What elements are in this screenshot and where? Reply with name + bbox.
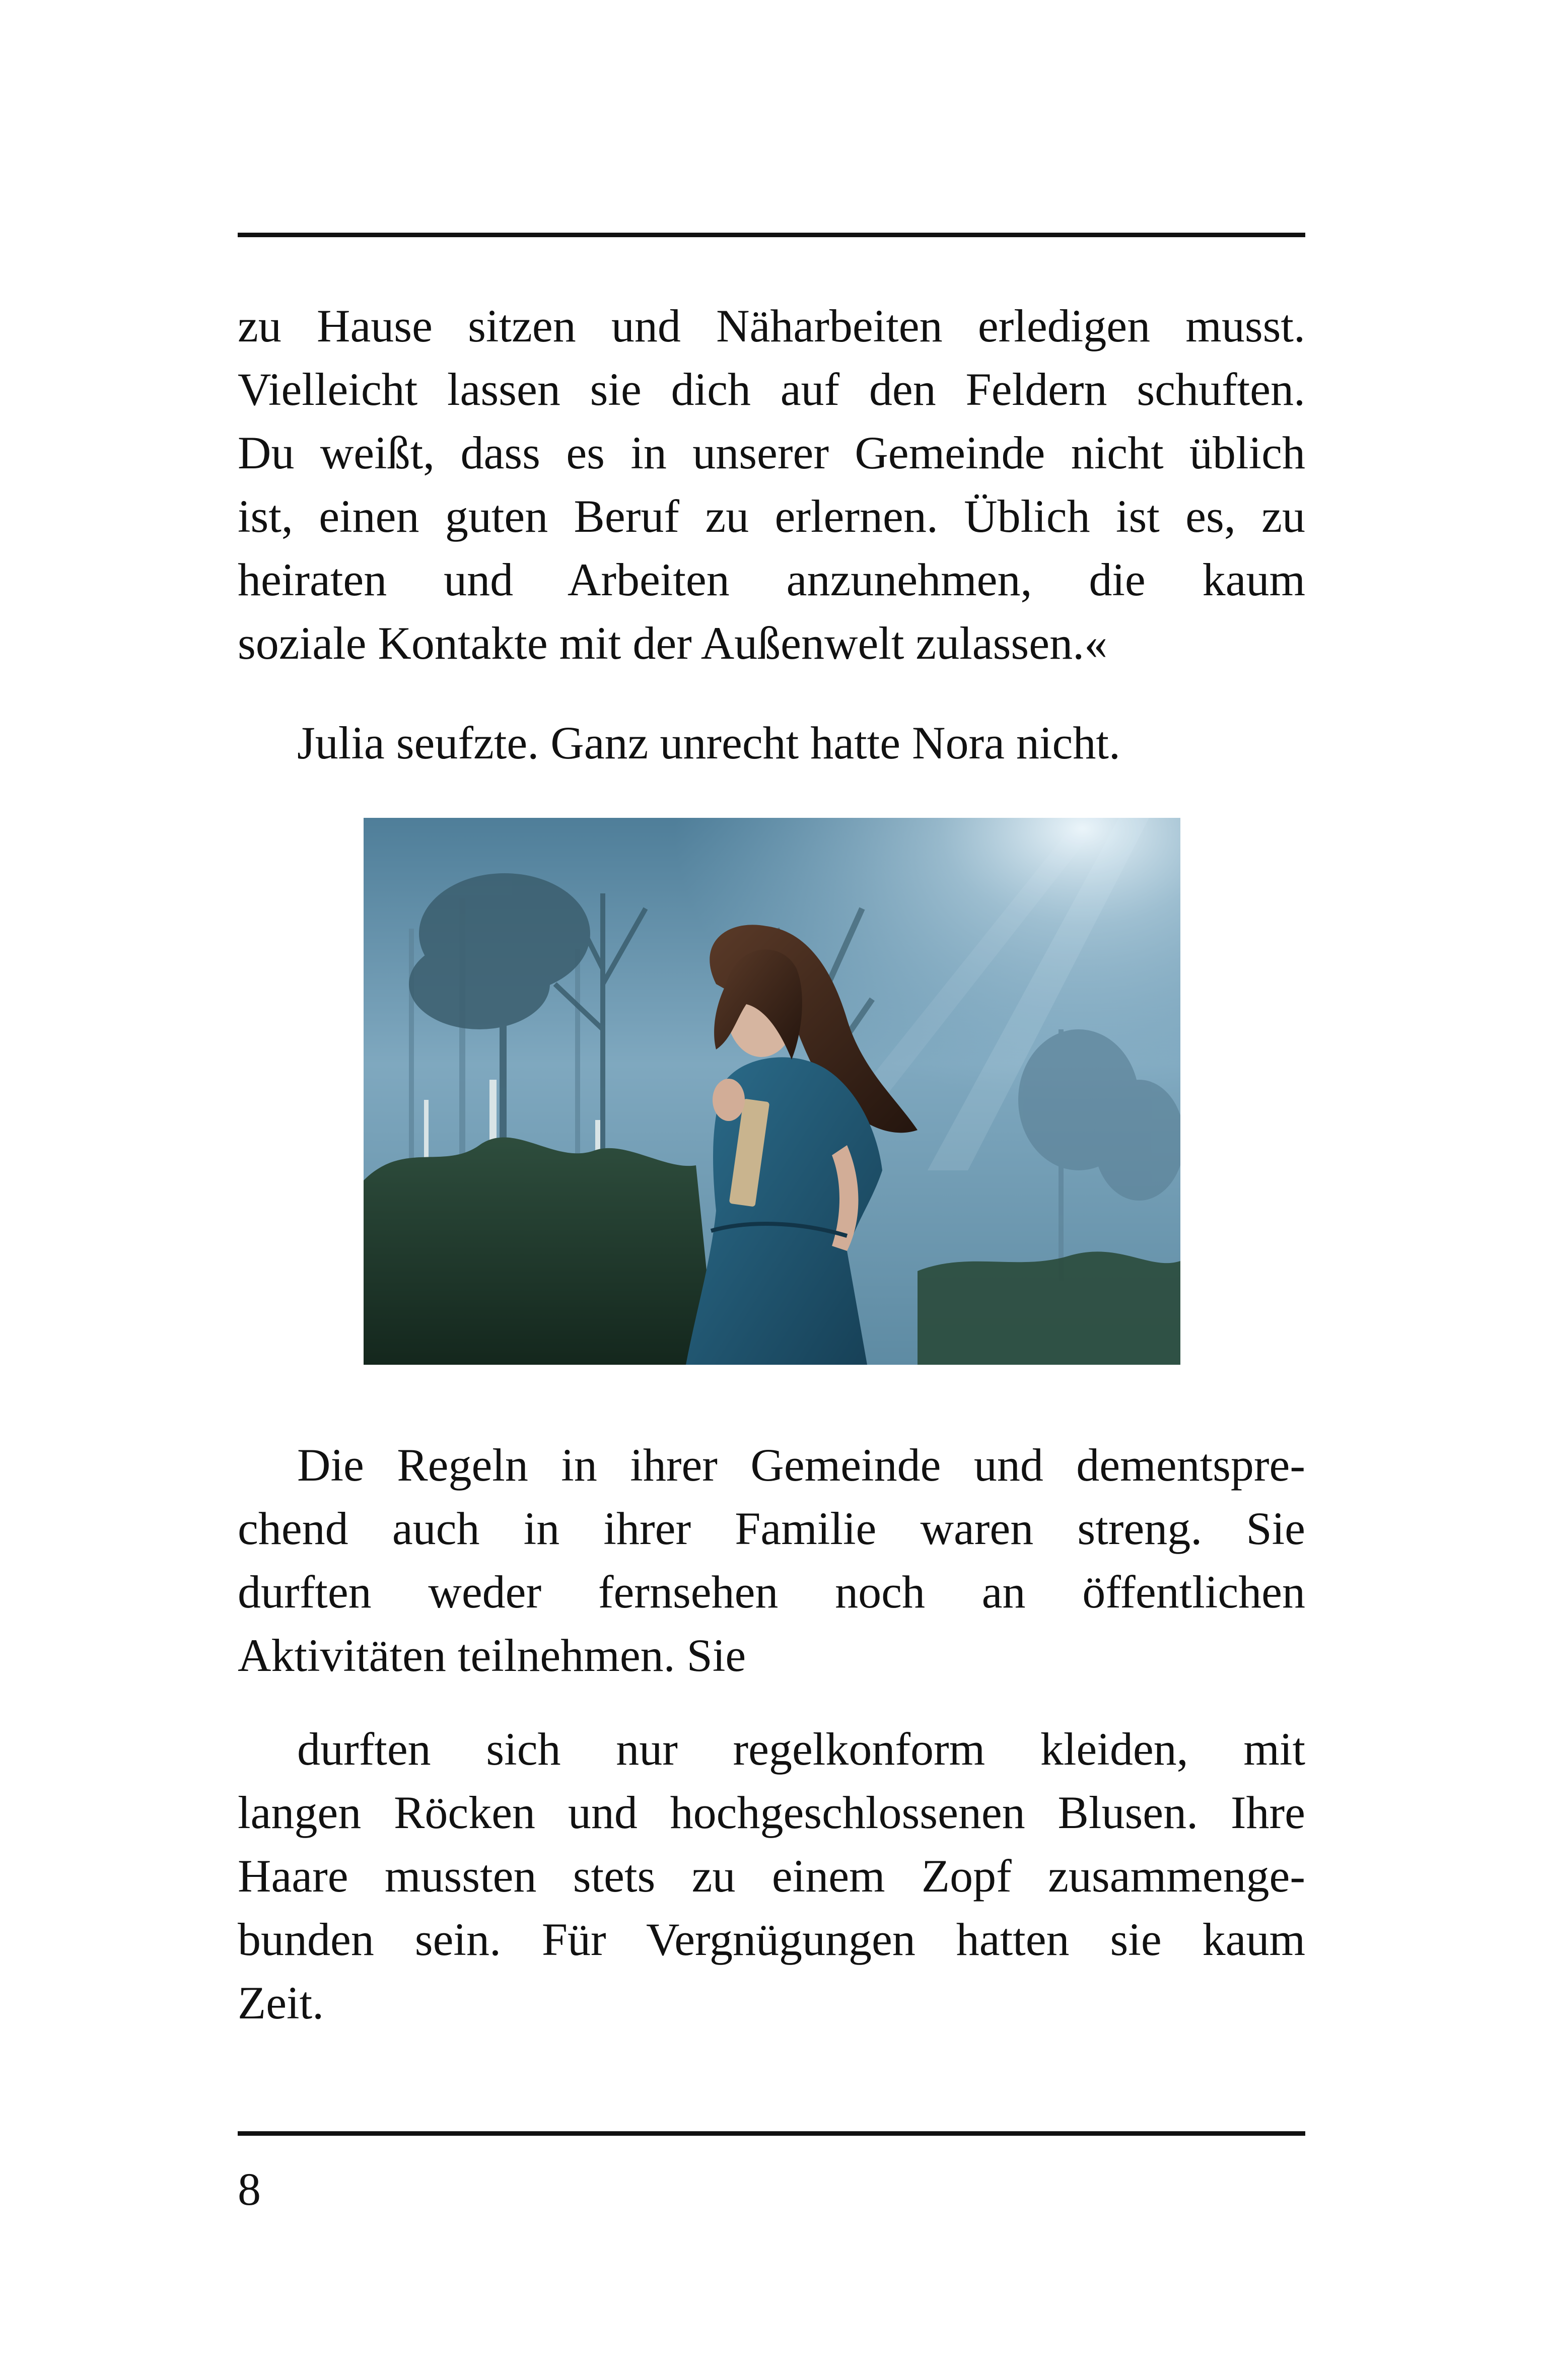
- text-line: Julia seufzte. Ganz unrecht hatte Nora nicht.: [297, 717, 1120, 768]
- paragraph-2: [238, 711, 1305, 775]
- text-line: Du weißt, dass es in unserer Gemeinde nicht üblich: [238, 427, 1305, 478]
- illustration-woman-in-forest: [364, 818, 1180, 1365]
- text-line: Vielleicht lassen sie dich auf den Feldern schuften.: [238, 364, 1305, 415]
- text-line: zu Hause sitzen und Näharbeiten erledigen musst.: [238, 300, 1305, 352]
- text-line: durften weder fernsehen noch an öffentlichen: [238, 1566, 1305, 1618]
- page-number: 8: [238, 2163, 261, 2215]
- header-rule: [238, 233, 1305, 237]
- text-line: Aktivitäten teilnehmen. Sie: [238, 1630, 746, 1681]
- text-line: chend auch in ihrer Familie waren streng. Sie: [238, 1503, 1305, 1554]
- paragraph-3: [238, 1433, 1305, 1687]
- text-line: bunden sein. Für Vergnügungen hatten sie kaum: [238, 1914, 1305, 1965]
- text-line: Haare mussten stets zu einem Zopf zusammenge-: [238, 1850, 1305, 1902]
- paragraph-1: [238, 294, 1305, 675]
- text-line: ist, einen guten Beruf zu erlernen. Üblich ist es, zu: [238, 491, 1305, 542]
- text-line: Zeit.: [238, 1977, 324, 2028]
- footer-rule: [238, 2131, 1305, 2136]
- text-line: durften sich nur regelkonform kleiden, mit: [297, 1723, 1305, 1775]
- paragraph-4: [238, 1717, 1305, 2035]
- text-line: Die Regeln in ihrer Gemeinde und dementspre-: [297, 1439, 1305, 1491]
- text-line: langen Röcken und hochgeschlossenen Blusen. Ihre: [238, 1787, 1305, 1838]
- text-line: soziale Kontakte mit der Außenwelt zulassen.«: [238, 617, 1108, 669]
- text-line: heiraten und Arbeiten anzunehmen, die kaum: [238, 554, 1305, 605]
- illustration-graphic: [364, 818, 1180, 1365]
